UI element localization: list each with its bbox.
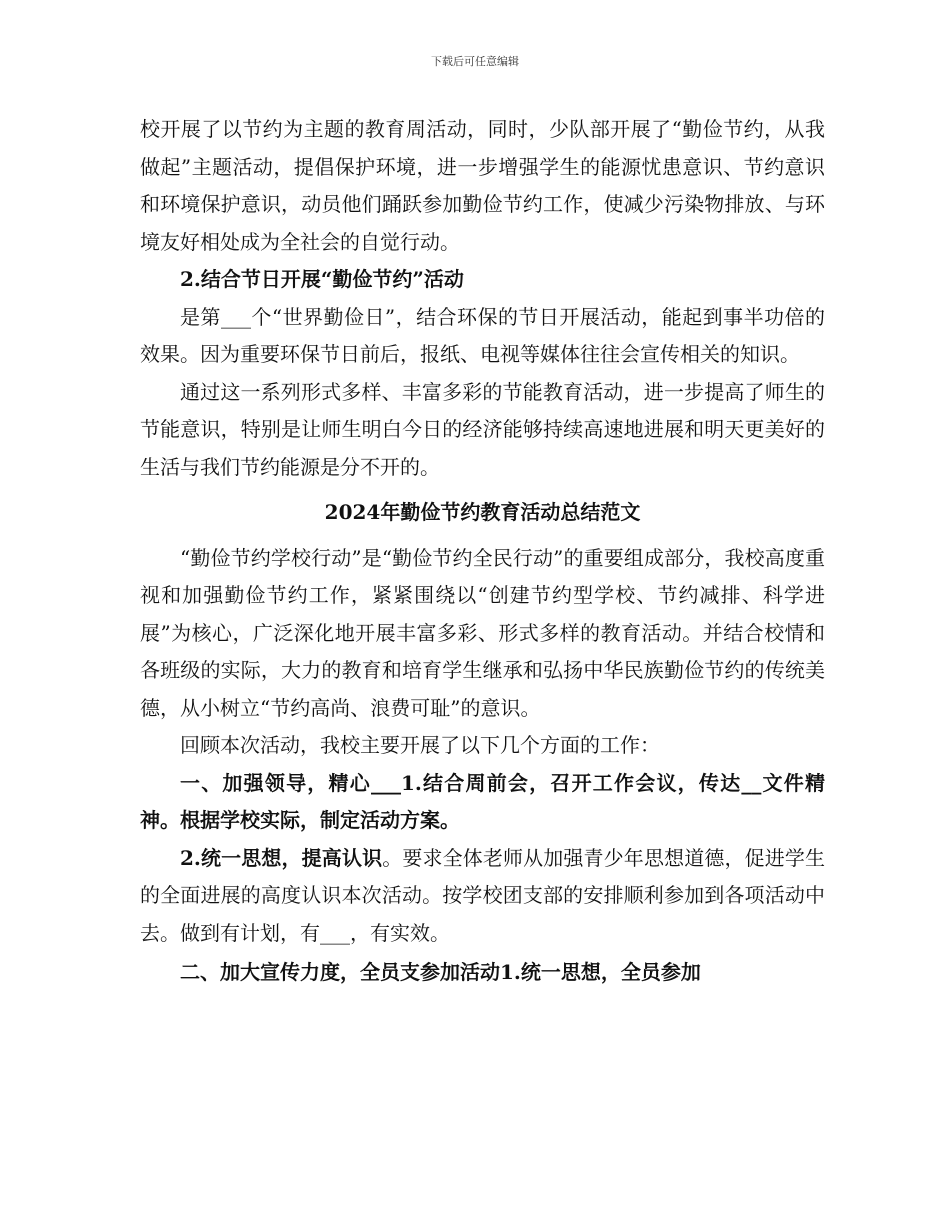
unify-thinking-text: 。要求全体老师从加强青少年思想道德，促进学生的全面进展的高度认识本次活动。按学校团支部的安排顺利参加到各项活动中去。做到有计划，有___，有实效。 — [140, 845, 826, 945]
paragraph-unify-thinking — [140, 840, 825, 953]
heading-strengthen-leadership: 一、加强领导，精心___1.结合周前会，召开工作会议，传达__文件精神。根据学校实际，制定活动方案。 — [140, 770, 825, 832]
subheading-festival-activity: 2.结合节日开展“勤俭节约”活动 — [180, 267, 464, 291]
heading-publicity: 二、加大宣传力度，全员支参加活动1.统一思想，全员参加 — [180, 960, 701, 984]
paragraph-review: 回顾本次活动，我校主要开展了以下几个方面的工作： — [180, 733, 660, 757]
paragraph-world-thrift-day: 是第___个“世界勤俭日”，结合环保的节日开展活动，能起到事半功倍的效果。因为重要环保节日前后，报纸、电视等媒体往往会宣传相关的知识。 — [140, 304, 825, 366]
document-body — [140, 111, 825, 992]
page-header: 下载后可任意编辑 — [431, 55, 519, 68]
paragraph-intro: “勤俭节约学校行动”是“勤俭节约全民行动”的重要组成部分，我校高度重视和加强勤俭节约工作，紧紧围绕以“创建节约型学校、节约减排、科学进展”为核心，广泛深化地开展丰富多彩、形式多样的教育活动。并结合校情和各班级的实际，大力的教育和培育学生继承和弘扬中华民族勤俭节约的传统美德，从小树立“节约高尚、浪费可耻”的意识。 — [140, 545, 825, 720]
paragraph-summary: 通过这一系列形式多样、丰富多彩的节能教育活动，进一步提高了师生的节能意识，特别是让师生明白今日的经济能够持续高速地进展和明天更美好的生活与我们节约能源是分不开的。 — [140, 379, 825, 479]
unify-thinking-label: 2.统一思想，提高认识 — [180, 845, 383, 870]
paragraph-continued: 校开展了以节约为主题的教育周活动，同时，少队部开展了“勤俭节约，从我做起”主题活动，提倡保护环境，进一步增强学生的能源忧患意识、节约意识和环境保护意识，动员他们踊跃参加勤俭节约工作，使减少污染物排放、与环境友好相处成为全社会的自觉行动。 — [140, 117, 825, 254]
section-title: 2024年勤俭节约教育活动总结范文 — [324, 500, 641, 524]
